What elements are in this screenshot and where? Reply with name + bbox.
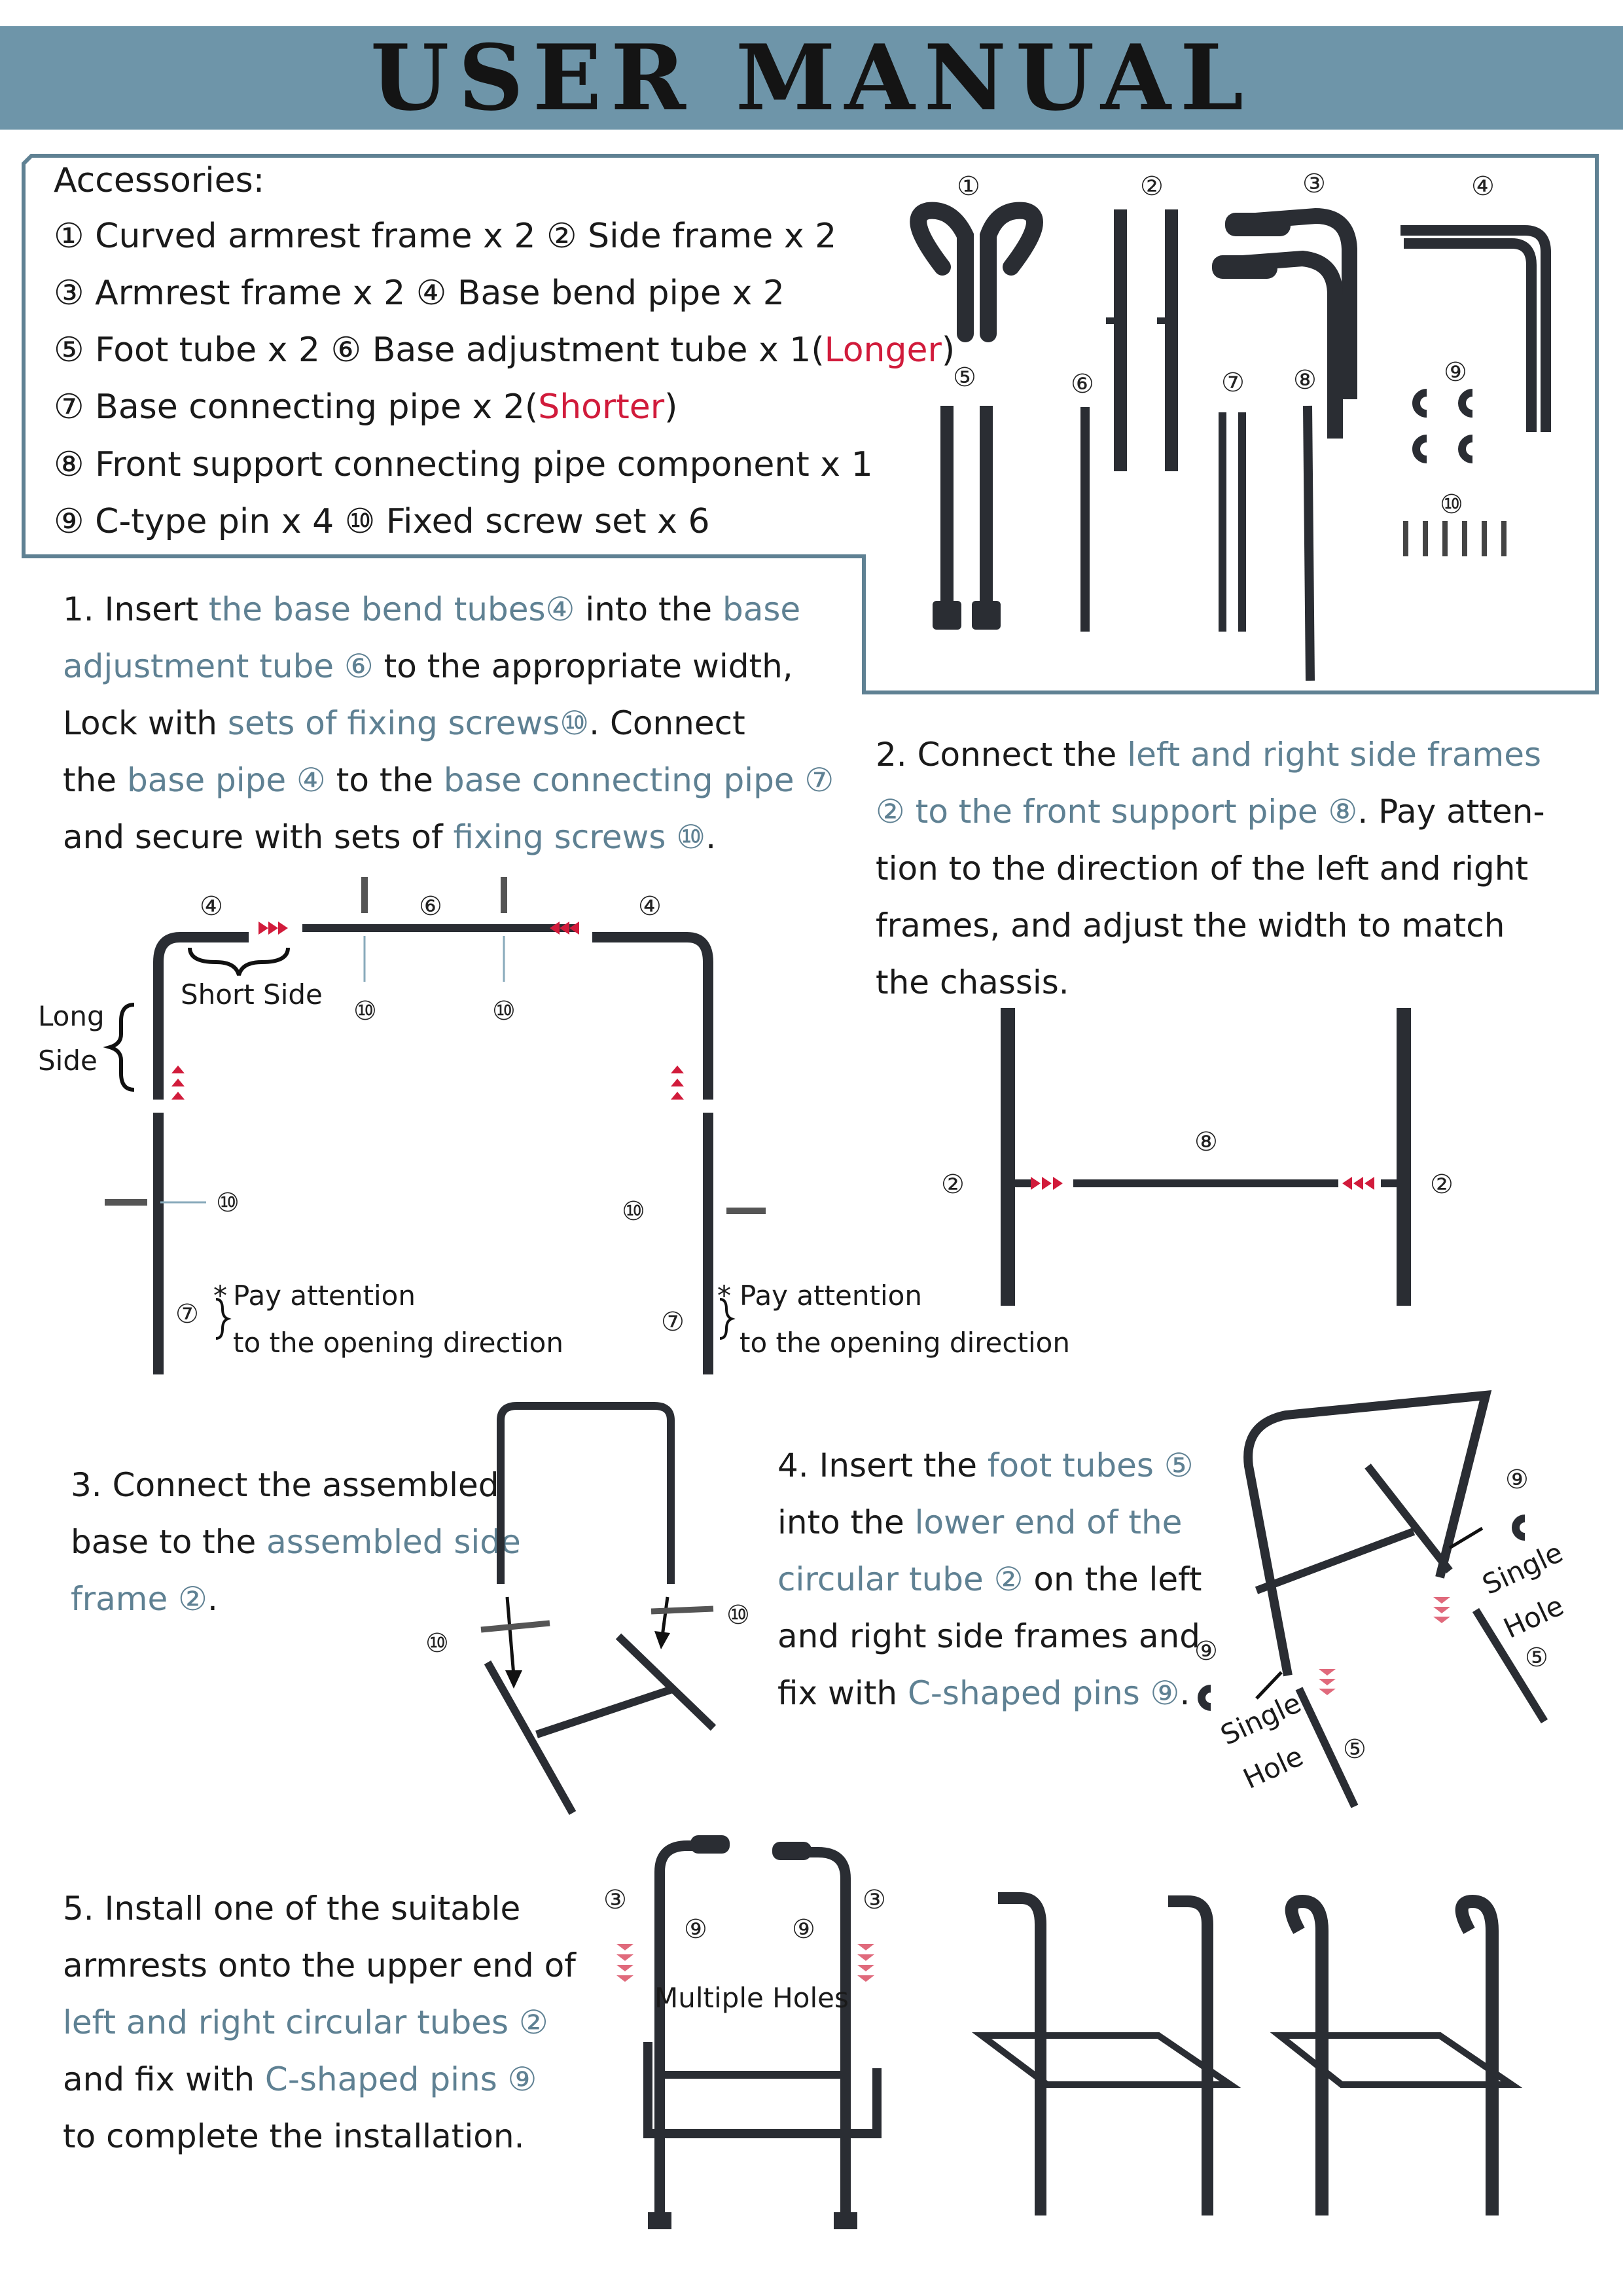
- s1-label-10-d: ⑩: [622, 1196, 645, 1227]
- part-label-3: ③: [1302, 169, 1326, 199]
- step1-line-2: adjustment tube ⑥ to the appropriate width,: [63, 647, 793, 685]
- s4-label-9-right: ⑨: [1505, 1465, 1529, 1495]
- s1-label-4-right: ④: [638, 891, 662, 922]
- step3-line-1: 3. Connect the assembled: [71, 1466, 499, 1504]
- accessory-line-2: ③ Armrest frame x 2 ④ Base bend pipe x 2: [54, 274, 785, 313]
- accessory-line-6: ⑨ C-type pin x 4 ⑩ Fixed screw set x 6: [54, 502, 710, 541]
- accessory-line-3: ⑤ Foot tube x 2 ⑥ Base adjustment tube x 1(Longer): [54, 331, 955, 370]
- s1-label-10-a: ⑩: [353, 996, 377, 1026]
- step4-line-5: fix with C-shaped pins ⑨.: [777, 1674, 1190, 1712]
- accessories-title: Accessories:: [54, 161, 265, 200]
- step2-line-4: frames, and adjust the width to match: [876, 906, 1505, 944]
- part-label-4: ④: [1471, 171, 1495, 202]
- step2-line-5: the chassis.: [876, 963, 1069, 1001]
- accessory-line-1: ① Curved armrest frame x 2 ② Side frame x 2: [54, 217, 837, 256]
- shorter-note: Shorter: [538, 387, 665, 427]
- s1-label-6: ⑥: [419, 891, 442, 922]
- longer-note: Longer: [824, 331, 942, 370]
- part-label-10: ⑩: [1440, 490, 1463, 520]
- part-label-6: ⑥: [1071, 369, 1094, 399]
- step5-line-1: 5. Install one of the suitable: [63, 1890, 521, 1928]
- note-star-left: *: [213, 1280, 227, 1312]
- hole-label-left: Hole: [1238, 1740, 1308, 1795]
- note-star-right: *: [717, 1280, 731, 1312]
- step5-line-3: left and right circular tubes ②: [63, 2003, 548, 2041]
- note-left-2: to the opening direction: [233, 1327, 563, 1359]
- step1-line-4: the base pipe ④ to the base connecting pipe ⑦: [63, 761, 834, 799]
- step2-line-1: 2. Connect the left and right side frames: [876, 736, 1542, 774]
- s1-label-10-c: ⑩: [216, 1188, 240, 1218]
- note-right-2: to the opening direction: [740, 1327, 1070, 1359]
- single-label-right: Single: [1477, 1536, 1568, 1601]
- long-side-label-2: Side: [38, 1045, 98, 1077]
- s2-label-8: ⑧: [1194, 1127, 1218, 1157]
- part-label-5: ⑤: [953, 363, 976, 393]
- s3-label-10-left: ⑩: [425, 1628, 449, 1659]
- step4-line-4: and right side frames and: [777, 1617, 1200, 1655]
- part-label-2: ②: [1140, 171, 1164, 202]
- accessory-line-4: ⑦ Base connecting pipe x 2(Shorter): [54, 387, 678, 427]
- step3-line-3: frame ②.: [71, 1580, 218, 1618]
- s4-label-5-right: ⑤: [1525, 1643, 1548, 1673]
- long-side-label-1: Long: [38, 1000, 105, 1032]
- s2-label-2-left: ②: [941, 1170, 965, 1200]
- step3-line-2: base to the assembled side: [71, 1523, 521, 1561]
- s4-label-5-left: ⑤: [1343, 1734, 1366, 1765]
- step1-line-1: 1. Insert the base bend tubes④ into the base: [63, 590, 801, 628]
- s1-label-4-left: ④: [200, 891, 223, 922]
- s5-label-3-right: ③: [863, 1885, 886, 1915]
- part-label-8: ⑧: [1293, 365, 1317, 395]
- s1-label-7-left: ⑦: [175, 1299, 199, 1329]
- s1-label-10-b: ⑩: [492, 996, 516, 1026]
- part-label-9: ⑨: [1444, 357, 1467, 387]
- s1-label-7-right: ⑦: [661, 1307, 685, 1337]
- s2-label-2-right: ②: [1430, 1170, 1454, 1200]
- step2-line-3: tion to the direction of the left and right: [876, 850, 1529, 888]
- step5-line-4: and fix with C-shaped pins ⑨: [63, 2060, 537, 2098]
- step5-line-5: to complete the installation.: [63, 2117, 525, 2155]
- step5-line-2: armrests onto the upper end of: [63, 1946, 576, 1984]
- part-label-1: ①: [957, 171, 980, 202]
- step4-line-3: circular tube ② on the left: [777, 1560, 1202, 1598]
- s5-label-3-left: ③: [603, 1885, 627, 1915]
- accessory-line-5: ⑧ Front support connecting pipe component x 1: [54, 445, 873, 484]
- note-left-1: Pay attention: [233, 1280, 416, 1312]
- multiple-holes-label: Multiple Holes: [654, 1982, 849, 2014]
- hole-label-right: Hole: [1499, 1589, 1569, 1645]
- s4-label-9-left: ⑨: [1194, 1636, 1218, 1666]
- note-right-1: Pay attention: [740, 1280, 922, 1312]
- s5-label-9-left: ⑨: [684, 1914, 707, 1945]
- step4-line-2: into the lower end of the: [777, 1503, 1183, 1541]
- page-title: USER MANUAL: [370, 24, 1253, 131]
- s5-label-9-right: ⑨: [792, 1914, 815, 1945]
- step1-line-3: Lock with sets of fixing screws⑩. Connect: [63, 704, 745, 742]
- step2-line-2: ② to the front support pipe ⑧. Pay atten-: [876, 793, 1545, 831]
- single-label-left: Single: [1215, 1687, 1306, 1751]
- step1-line-5: and secure with sets of fixing screws ⑩.: [63, 818, 717, 856]
- s3-label-10-right: ⑩: [726, 1600, 750, 1630]
- part-label-7: ⑦: [1221, 368, 1245, 398]
- short-side-label: Short Side: [181, 978, 323, 1011]
- step4-line-1: 4. Insert the foot tubes ⑤: [777, 1446, 1194, 1484]
